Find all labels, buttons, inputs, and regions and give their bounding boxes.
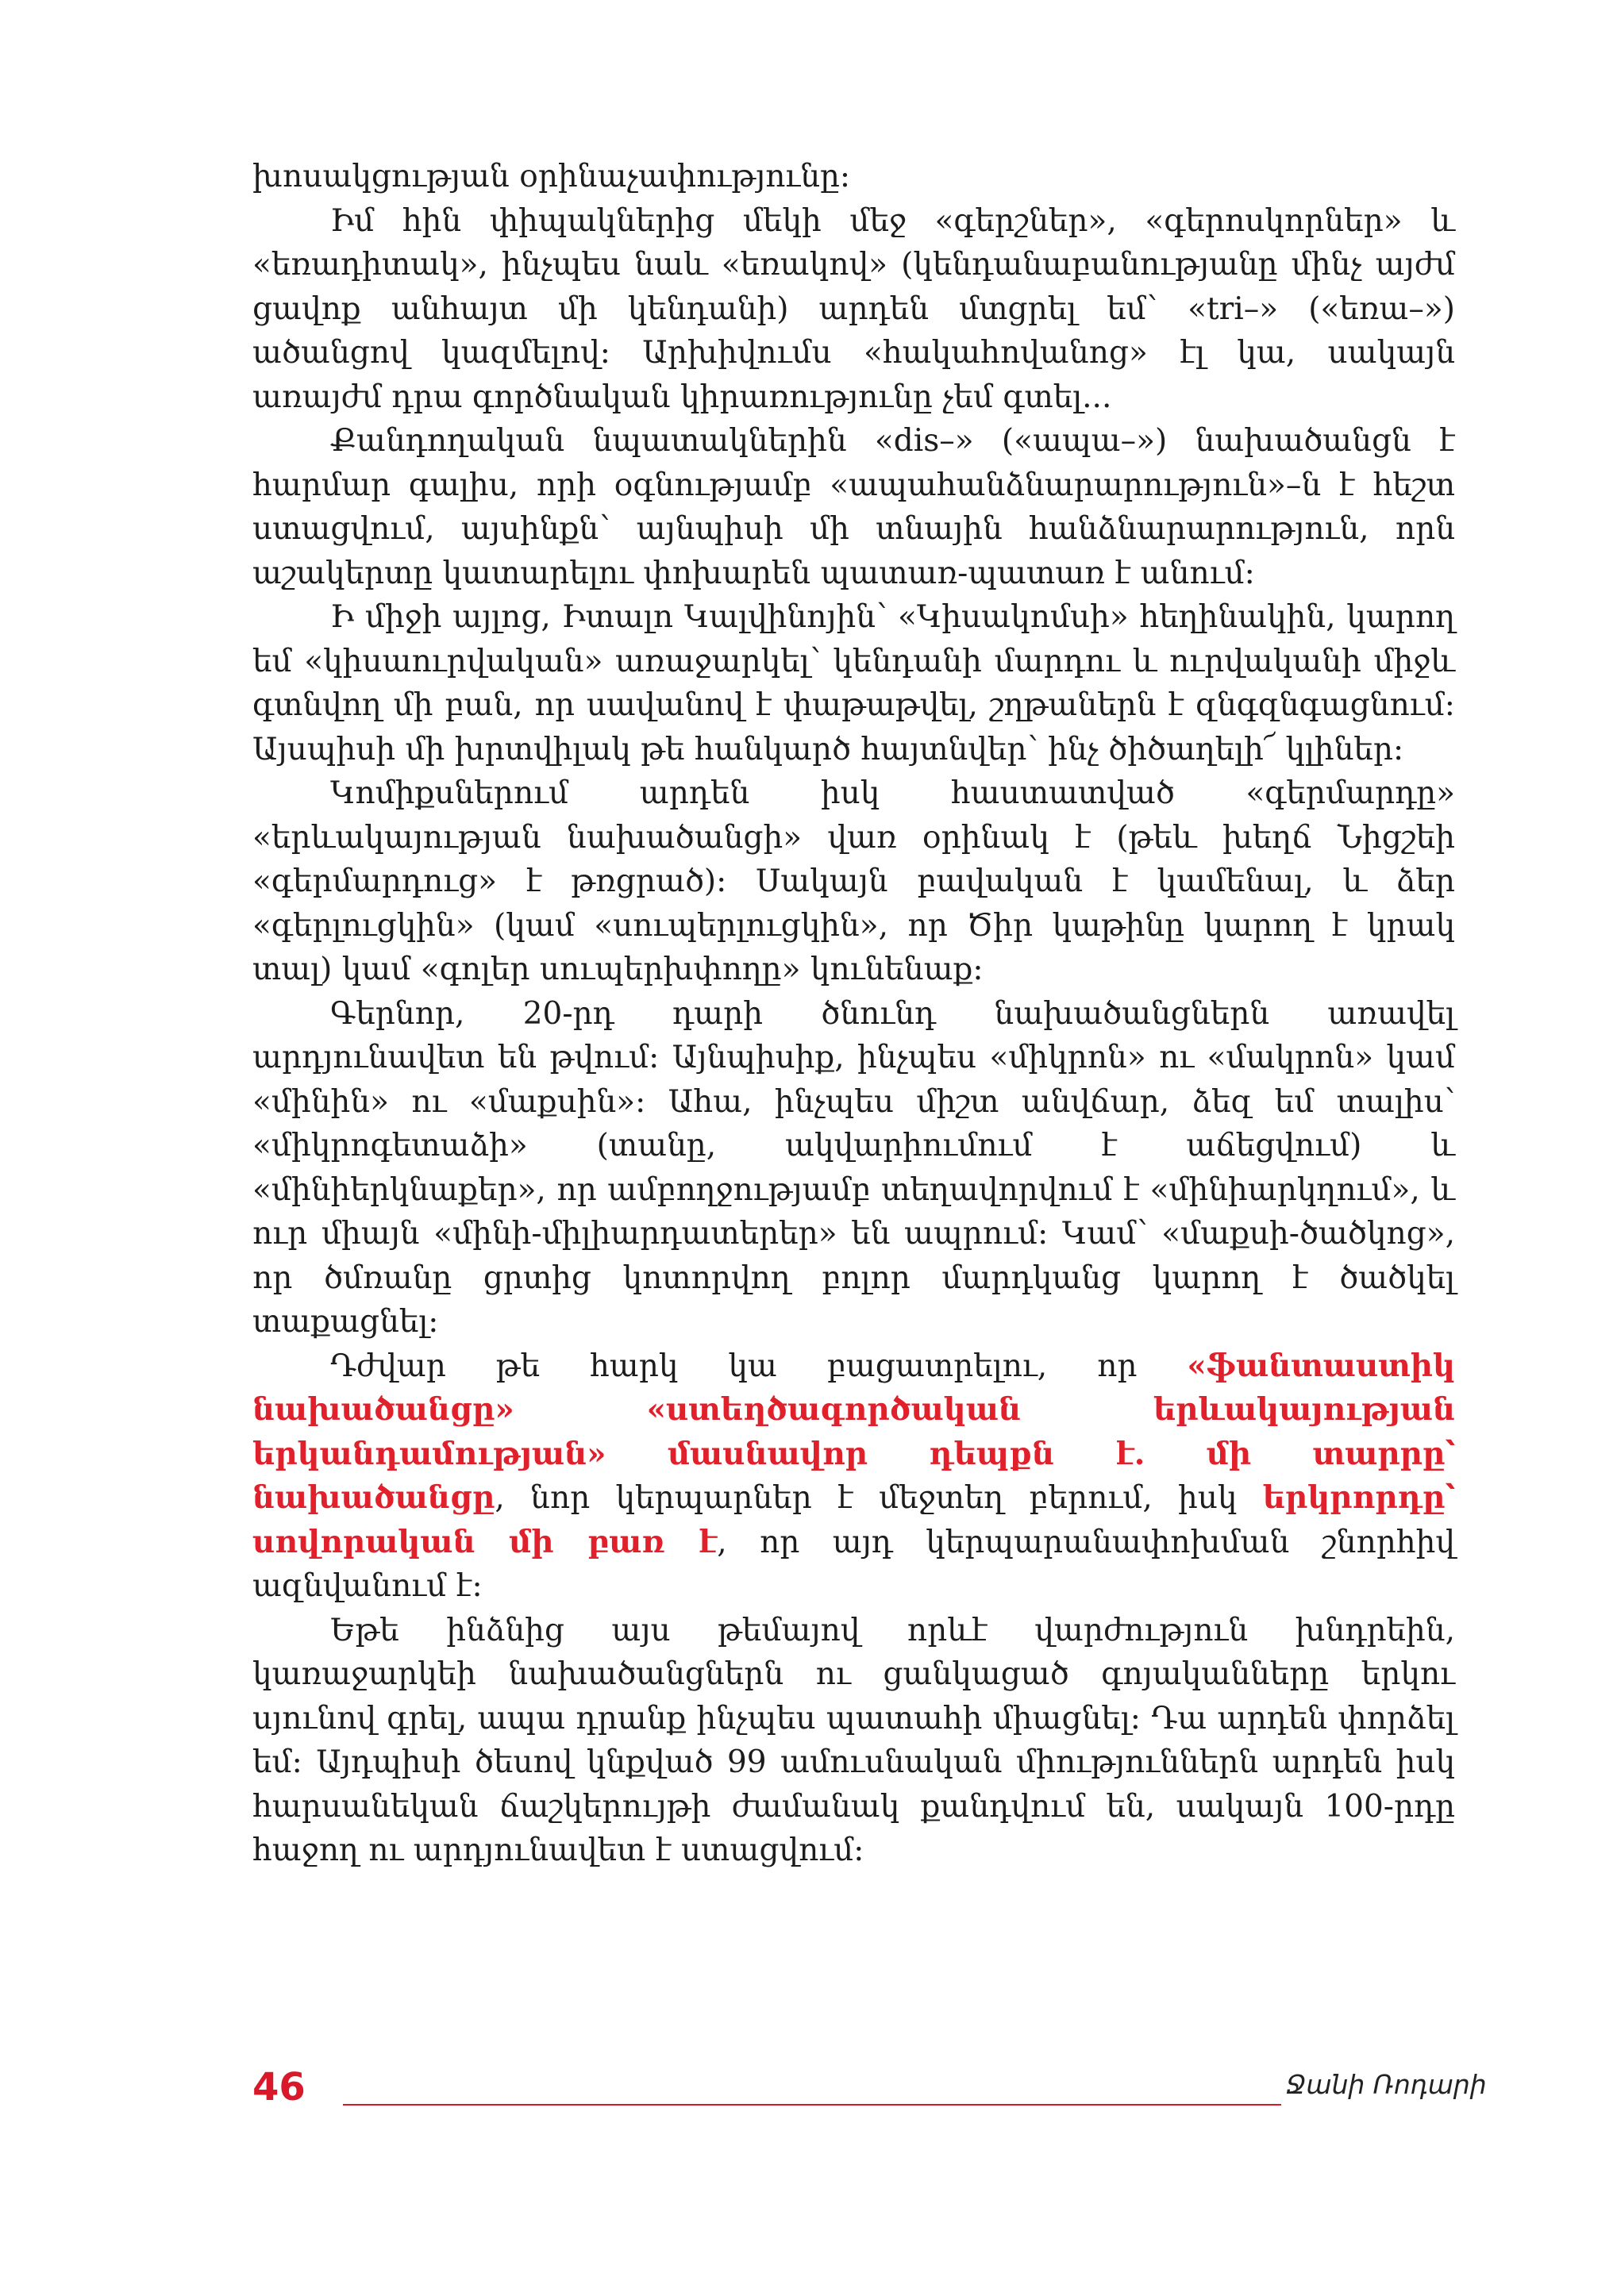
text-segment: , որ այդ կերպարանափոխման շնորհիվ ազնվանում է։ [252, 1524, 1455, 1604]
page-number: 46 [252, 2065, 306, 2109]
paragraph [252, 1609, 1455, 1873]
text-segment: խոսակցության օրինաչափությունը։ [252, 159, 851, 194]
paragraph [252, 155, 1455, 199]
highlighted-text: երկրորդը՝ սովորական մի բառ է [252, 1479, 1455, 1560]
text-segment: Քանդողական նպատակներին «dis–» («ապա–») նախածանցն է հարմար գալիս, որի օգնությամբ «ապահանձնարարություն»–ն է հեշտ ստացվում, այսինքն՝ այնպիսի մի տնային հանձնարարություն, որն աշակերտը կատարելու փոխարեն պատառ-պատառ է անում։ [252, 423, 1455, 591]
paragraph [252, 419, 1455, 595]
running-footer-author: Ջանի Ռոդարի [1286, 2069, 1487, 2100]
paragraph [252, 199, 1455, 420]
text-segment: Դժվար թե հարկ կա բացատրելու, որ [330, 1348, 1188, 1384]
text-segment: Եթե ինձնից այս թեմայով որևէ վարժություն խնդրեին, կառաջարկեի նախածանցներն ու ցանկացած գոյականները երկու սյունով գրել, ապա դրանք ինչպես պատահի միացնել։ Դա արդեն փորձել եմ։ Այդպիսի ծեսով կնքված 99 ամուսնական միություններն արդեն իսկ հարսանեկան ճաշկերույթի ժամանակ քանդվում են, սակայն 100-րդը հաջող ու արդյունավետ է ստացվում։ [252, 1612, 1455, 1868]
paragraph [252, 595, 1455, 771]
paragraph [252, 1344, 1455, 1609]
paragraph [252, 992, 1455, 1344]
highlighted-text: «ֆանտաստիկ նախածանցը» «ստեղծագործական երևակայության երկանդամության» մասնավոր դեպքն է. մի տարրը՝ նախածանցը [252, 1347, 1455, 1516]
text-segment: Ի միջի այլոց, Իտալո Կալվինոյին՝ «Կիսակոմսի» հեղինակին, կարող եմ «կիսաուրվական» առաջարկել՝ կենդանի մարդու և ուրվականի միջև գտնվող մի բան, որ սավանով է փաթաթվել, շղթաներն է զնգզնգացնում։ Այսպիսի մի խրտվիլակ թե հանկարծ հայտնվեր՝ ինչ ծիծաղելի՜ կլիներ։ [252, 599, 1455, 767]
text-segment: , նոր կերպարներ է մեջտեղ բերում, իսկ [495, 1480, 1263, 1516]
footer-divider [343, 2104, 1281, 2106]
paragraph [252, 771, 1455, 992]
text-segment: Գերնոր, 20-րդ դարի ծնունդ նախածանցներն առավել արդյունավետ են թվում։ Այնպիսիք, ինչպես «միկրոն» ու «մակրոն» կամ «մինին» ու «մաքսին»։ Ահա, ինչպես միշտ անվճար, ձեզ եմ տալիս՝ «միկրոգետաձի» (տանը, ակվարիումում է աճեցվում) և «մինիերկնաքեր», որ ամբողջությամբ տեղավորվում է «մինիարկղում», և ուր միայն «մինի-միլիարդատերեր» են ապրում։ Կամ՝ «մաքսի-ծածկոց», որ ծմռանը ցրտից կոտորվող բոլոր մարդկանց կարող է ծածկել տաքացնել։ [252, 995, 1455, 1340]
text-segment: Կոմիքսներում արդեն իսկ հաստատված «գերմարդը» «երևակայության նախածանցի» վառ օրինակ է (թեև խեղճ Նիցշեի «գերմարդուց» է թռցրած)։ Սակայն բավական է կամենալ, և ձեր «գերլուցկին» (կամ «սուպերլուցկին», որ Ծիր կաթինը կարող է կրակ տալ) կամ «գոլեր սուպերխփողը» կունենաք։ [252, 775, 1455, 987]
text-segment: Իմ հին փիպակներից մեկի մեջ «գերշներ», «գերոսկորներ» և «եռադիտակ», ինչպես նաև «եռակով» (կենդանաբանությանը մինչ այժմ ցավոք անհայտ մի կենդանի) արդեն մտցրել եմ՝ «tri–» («եռա–») ածանցով կազմելով։ Արխիվումս «հակահովանոց» էլ կա, սակայն առայժմ դրա գործնական կիրառությունը չեմ գտել... [252, 202, 1455, 415]
body-text [252, 155, 1455, 1873]
